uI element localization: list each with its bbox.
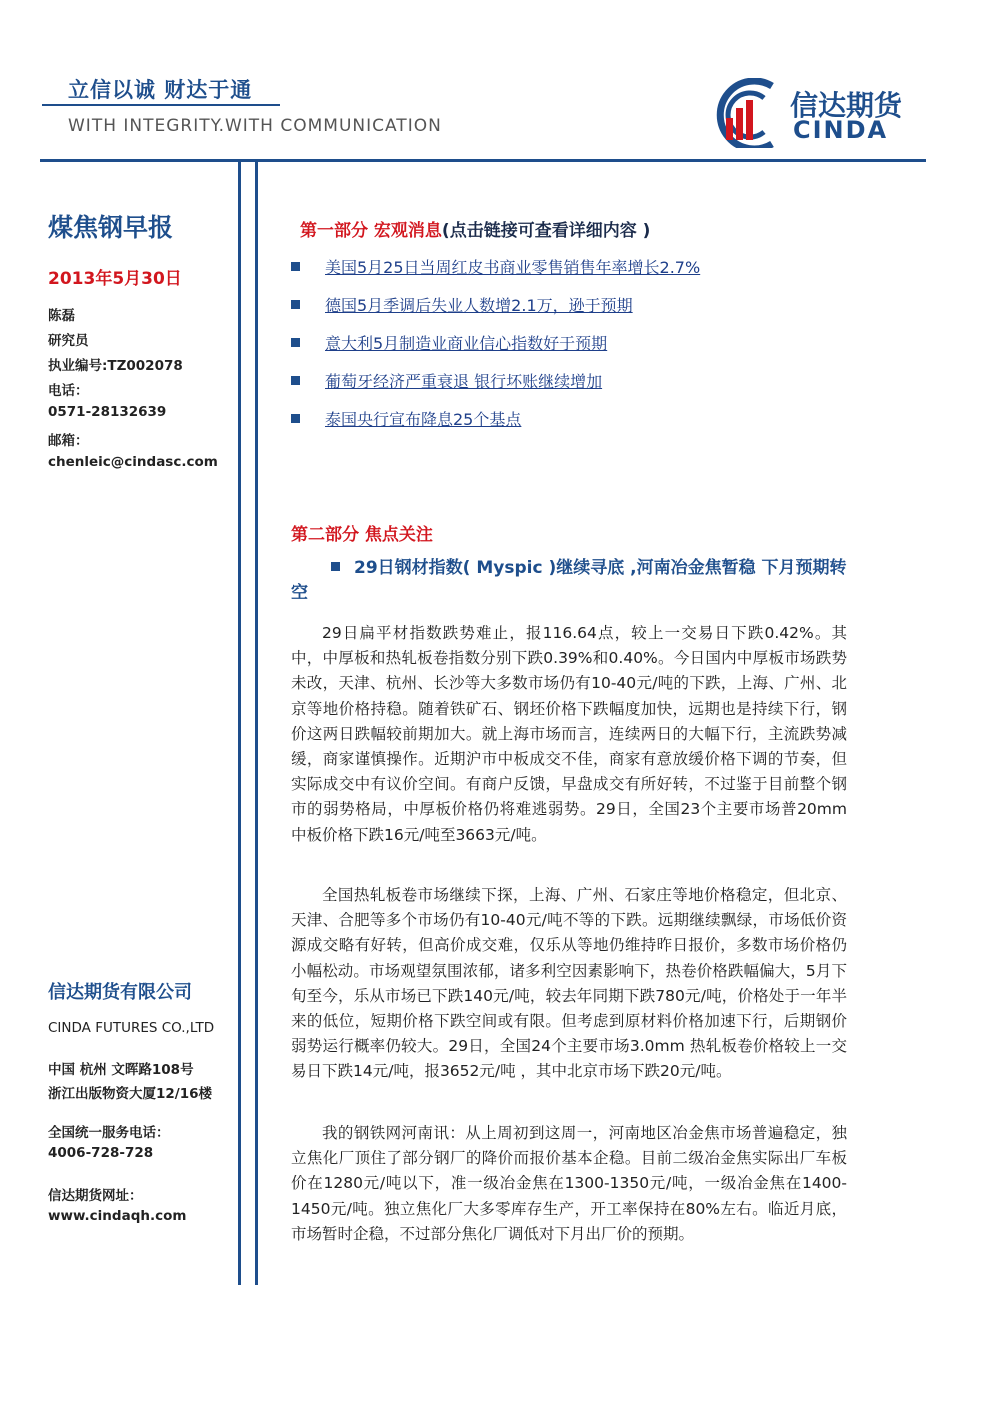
header-divider: [40, 159, 926, 162]
news-link[interactable]: 泰国央行宣布降息25个基点: [325, 410, 522, 429]
section1-title: 第一部分 宏观消息: [300, 221, 442, 241]
author-name: 陈磊: [48, 308, 75, 324]
column-divider-right: [255, 161, 258, 1285]
author-role: 研究员: [48, 333, 89, 349]
article-title: [291, 556, 851, 606]
email-label: 邮箱：: [48, 433, 89, 449]
service-phone-label: 全国统一服务电话：: [48, 1125, 170, 1141]
column-divider-left: [238, 161, 241, 1285]
news-item: [291, 407, 521, 430]
bullet-square-icon: [291, 338, 300, 347]
email-address[interactable]: chenleic@cindasc.com: [48, 454, 218, 470]
company-english-name: CINDA FUTURES CO.,LTD: [48, 1020, 215, 1036]
phone-label: 电话：: [48, 383, 89, 399]
article-paragraph: 我的钢铁网河南讯：从上周初到这周一，河南地区冶金焦市场普遍稳定，独立焦化厂顶住了部分钢厂的降价而报价基本企稳。目前二级冶金焦实际出厂车板价在1280元/吨以下，准一级冶金焦在1300-1350元/吨，一级冶金焦在1400-1450元/吨。独立焦化厂大多零库存生产，开工率保持在80%左右。临近月底，市场暂时企稳，不过部分焦化厂调低对下月出厂价的预期。: [291, 1124, 847, 1243]
slogan-english: WITH INTEGRITY.WITH COMMUNICATION: [68, 116, 442, 136]
phone-number: 0571-28132639: [48, 404, 167, 420]
news-item: [291, 331, 607, 354]
company-address-line1: 中国 杭州 文晖路108号: [48, 1062, 194, 1078]
company-address-line2: 浙江出版物资大厦12/16楼: [48, 1086, 213, 1102]
article-paragraph: 全国热轧板卷市场继续下探，上海、广州、石家庄等地价格稳定，但北京、天津、合肥等多个市场仍有10-40元/吨不等的下跌。远期继续飘绿，市场低价资源成交略有好转，但高价成交难，仅乐从等地仍维持昨日报价，多数市场价格仍小幅松动。市场观望氛围浓郁，诸多利空因素影响下，热卷价格跌幅偏大，5月下旬至今，乐从市场已下跌140元/吨，较去年同期下跌780元/吨，价格处于一年半来的低位，短期价格下跌空间或有限。但考虑到原材料价格加速下行，后期钢价弱势运行概率仍较大。29日，全国24个主要市场3.0mm 热轧板卷价格较上一交易日下跌14元/吨，报3652元/吨 ，其中北京市场下跌20元/吨。: [291, 886, 847, 1081]
news-item: [291, 293, 633, 316]
bullet-square-icon: [331, 562, 340, 571]
report-date: 2013年5月30日: [48, 269, 182, 289]
article-paragraph: 29日扁平材指数跌势难止，报116.64点，较上一交易日下跌0.42%。其中，中厚板和热轧板卷指数分别下跌0.39%和0.40%。今日国内中厚板市场跌势未改，天津、杭州、长沙等大多数市场仍有10-40元/吨的下跌，上海、广州、北京等地价格持稳。随着铁矿石、钢坯价格下跌幅度加快，远期也是持续下行，钢价这两日跌幅较前期加大。就上海市场而言，连续两日的大幅下行，主流跌势减缓，商家谨慎操作。近期沪市中板成交不佳，商家有意放缓价格下调的节奏，但实际成交中有议价空间。有商户反馈，早盘成交有所好转，不过鉴于目前整个钢市的弱势格局，中厚板价格仍将难逃弱势。29日，全国23个主要市场普20mm 中板价格下跌16元/吨至3663元/吨。: [291, 624, 847, 844]
section1-heading: [300, 216, 650, 241]
bullet-square-icon: [291, 300, 300, 309]
article-title-text: 29日钢材指数( Myspic )继续寻底 ,河南冶金焦暂稳 下月预期转空: [291, 558, 847, 603]
news-item: [291, 369, 602, 392]
report-title: 煤焦钢早报: [48, 213, 174, 242]
news-link[interactable]: 美国5月25日当周红皮书商业零售销售年率增长2.7%: [325, 258, 701, 277]
slogan-chinese: 立信以诚 财达于通: [68, 78, 253, 102]
section1-subtitle: (点击链接可查看详细内容 ): [441, 221, 651, 241]
bullet-square-icon: [291, 414, 300, 423]
logo-english-text: CINDA: [793, 116, 889, 144]
bullet-square-icon: [291, 376, 300, 385]
author-license: 执业编号:TZ002078: [48, 358, 183, 374]
news-link[interactable]: 葡萄牙经济严重衰退 银行坏账继续增加: [325, 372, 603, 391]
news-link[interactable]: 意大利5月制造业商业信心指数好于预期: [325, 334, 608, 353]
website-label: 信达期货网址：: [48, 1188, 143, 1204]
section2-title: 第二部分 焦点关注: [291, 525, 433, 545]
news-item: [291, 255, 700, 278]
logo-chinese-text: 信达期货: [790, 89, 903, 122]
website-url[interactable]: www.cindaqh.com: [48, 1208, 187, 1224]
news-link[interactable]: 德国5月季调后失业人数增2.1万，逊于预期: [325, 296, 633, 315]
bullet-square-icon: [291, 262, 300, 271]
service-phone-number: 4006-728-728: [48, 1145, 154, 1161]
slogan-divider: [42, 104, 280, 106]
company-name: 信达期货有限公司: [48, 982, 192, 1003]
